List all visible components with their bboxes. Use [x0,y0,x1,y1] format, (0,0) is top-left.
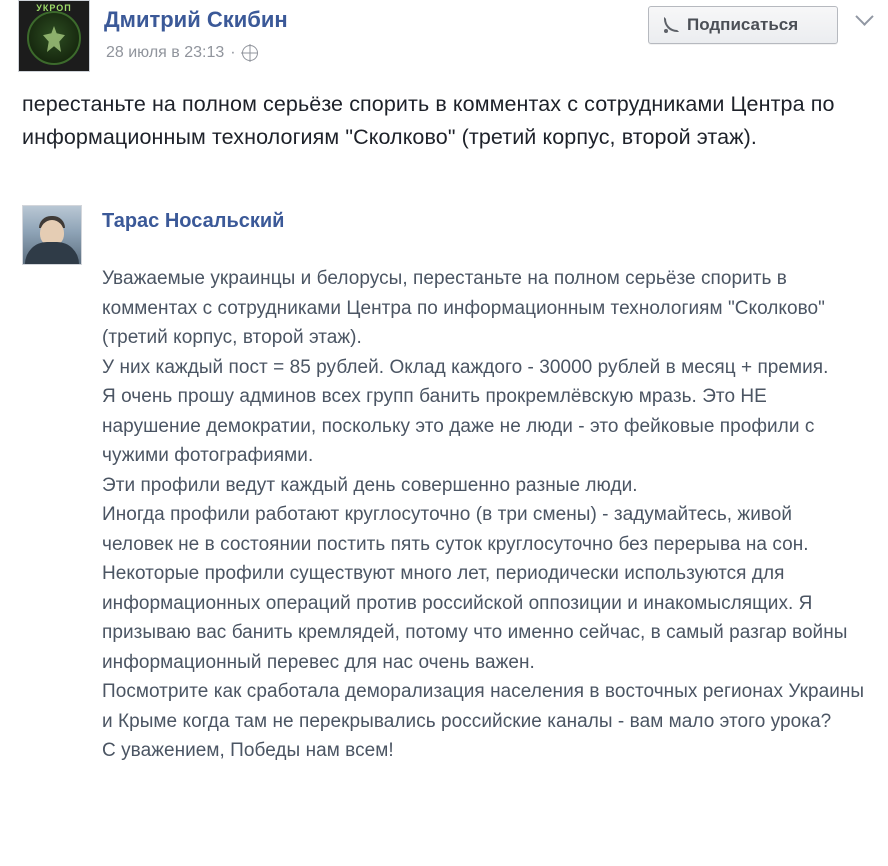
shared-paragraph: Уважаемые украинцы и белорусы, перестаньте на полном серьёзе спорить в комментах с сотрудниками Центра по информационным технологиям "Сколково" (третий корпус, второй этаж). [102,268,825,348]
emblem-icon [27,11,81,65]
shared-paragraph: Посмотрите как сработала деморализация населения в восточных регионах Украины и Крыме когда там не перекрывались российские каналы - вам мало этого урока? [102,681,865,732]
shared-paragraph: Я очень прошу админов всех групп банить прокремлёвскую мразь. Это НЕ нарушение демократии, поскольку это даже не люди - это фейковые профили с чужими фотографиями. [102,386,815,466]
rss-icon [663,18,678,33]
avatar-label: УКРОП [36,3,72,13]
post-meta [106,44,258,62]
shared-story-header [22,200,866,258]
avatar[interactable] [18,0,90,72]
shared-paragraph: У них каждый пост = 85 рублей. Оклад каждого - 30000 рублей в месяц + премия. [102,356,829,378]
subscribe-button[interactable] [648,6,838,44]
shared-paragraph: С уважением, Победы нам всем! [102,740,394,761]
meta-separator: · [230,44,236,61]
shared-author-avatar[interactable] [22,205,82,265]
shared-paragraph: Эти профили ведут каждый день совершенно разные люди. [102,474,638,496]
shared-story-text [102,264,866,766]
subscribe-button-label: Подписаться [687,15,799,34]
post-header [0,0,888,80]
post-timestamp[interactable]: 28 июля в 23:13 [106,44,225,61]
shared-story [22,200,866,766]
avatar-shoulders-shape [25,242,79,264]
post-text: перестаньте на полном серьёзе спорить в комментах с сотрудниками Центра по информационным технологиям "Сколково" (третий корпус, второй этаж). [22,92,835,149]
post-author-name[interactable]: Дмитрий Скибин [104,7,288,32]
shared-author-name[interactable]: Тарас Носальский [102,210,285,232]
shared-paragraph: Иногда профили работают круглосуточно (в три смены) - задумайтесь, живой человек не в состоянии постить пять суток круглосуточно без перерыва на сон. Некоторые профили существуют много лет, периодически используются для информационных операций против российской оппозиции и инакомыслящих. Я призываю вас банить кремлядей, потому что именно сейчас, в самый разгар войны информационный перевес для нас очень важен. [102,504,848,673]
globe-icon[interactable] [242,45,258,61]
chevron-down-icon[interactable] [850,6,878,32]
